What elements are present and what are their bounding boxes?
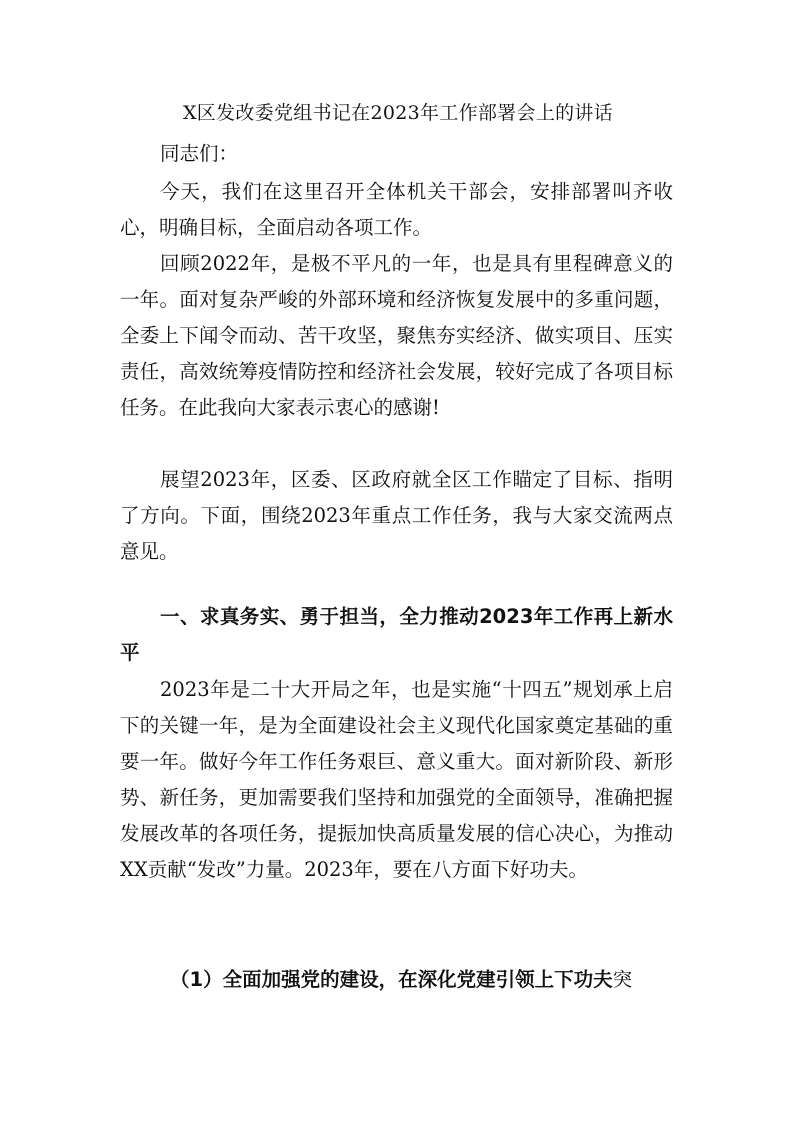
salutation: 同志们： [160,142,239,165]
subsection-heading [170,962,680,998]
subsection-heading-text: （1）全面加强党的建设，在深化党建引领上下功夫 [170,968,613,991]
paragraph-outlook-2023: 展望2023年，区委、区政府就全区工作瞄定了目标、指明了方向。下面，围绕2023年重点工作任务，我与大家交流两点意见。 [120,468,673,563]
section-heading: 一、求真务实、勇于担当，全力推动2023年工作再上新水平 [120,605,673,664]
document-title: X区发改委党组书记在2023年工作部署会上的讲话 [182,102,614,124]
paragraph-review-2022: 回顾2022年，是极不平凡的一年，也是具有里程碑意义的一年。面对复杂严峻的外部环境和经济恢复发展中的多重问题，全委上下闻令而动、苦干攻坚，聚焦夯实经济、做实项目、压实责任，高效统筹疫情防控和经济社会发展，较好完成了各项目标任务。在此我向大家表示衷心的感谢! [120,252,673,419]
subsection-heading-tail: 突 [612,968,633,991]
section-paragraph: 2023年是二十大开局之年，也是实施“十四五”规划承上启下的关键一年，是为全面建设社会主义现代化国家奠定基础的重要一年。做好今年工作任务艰巨、意义重大。面对新阶段、新形势、新任务，更加需要我们坚持和加强党的全面领导，准确把握发展改革的各项任务，提振加快高质量发展的信心决心，为推动XX贡献“发改”力量。2023年，要在八方面下好功夫。 [120,678,673,881]
paragraph-opening: 今天，我们在这里召开全体机关干部会，安排部署叫齐收心，明确目标，全面启动各项工作。 [120,180,673,239]
